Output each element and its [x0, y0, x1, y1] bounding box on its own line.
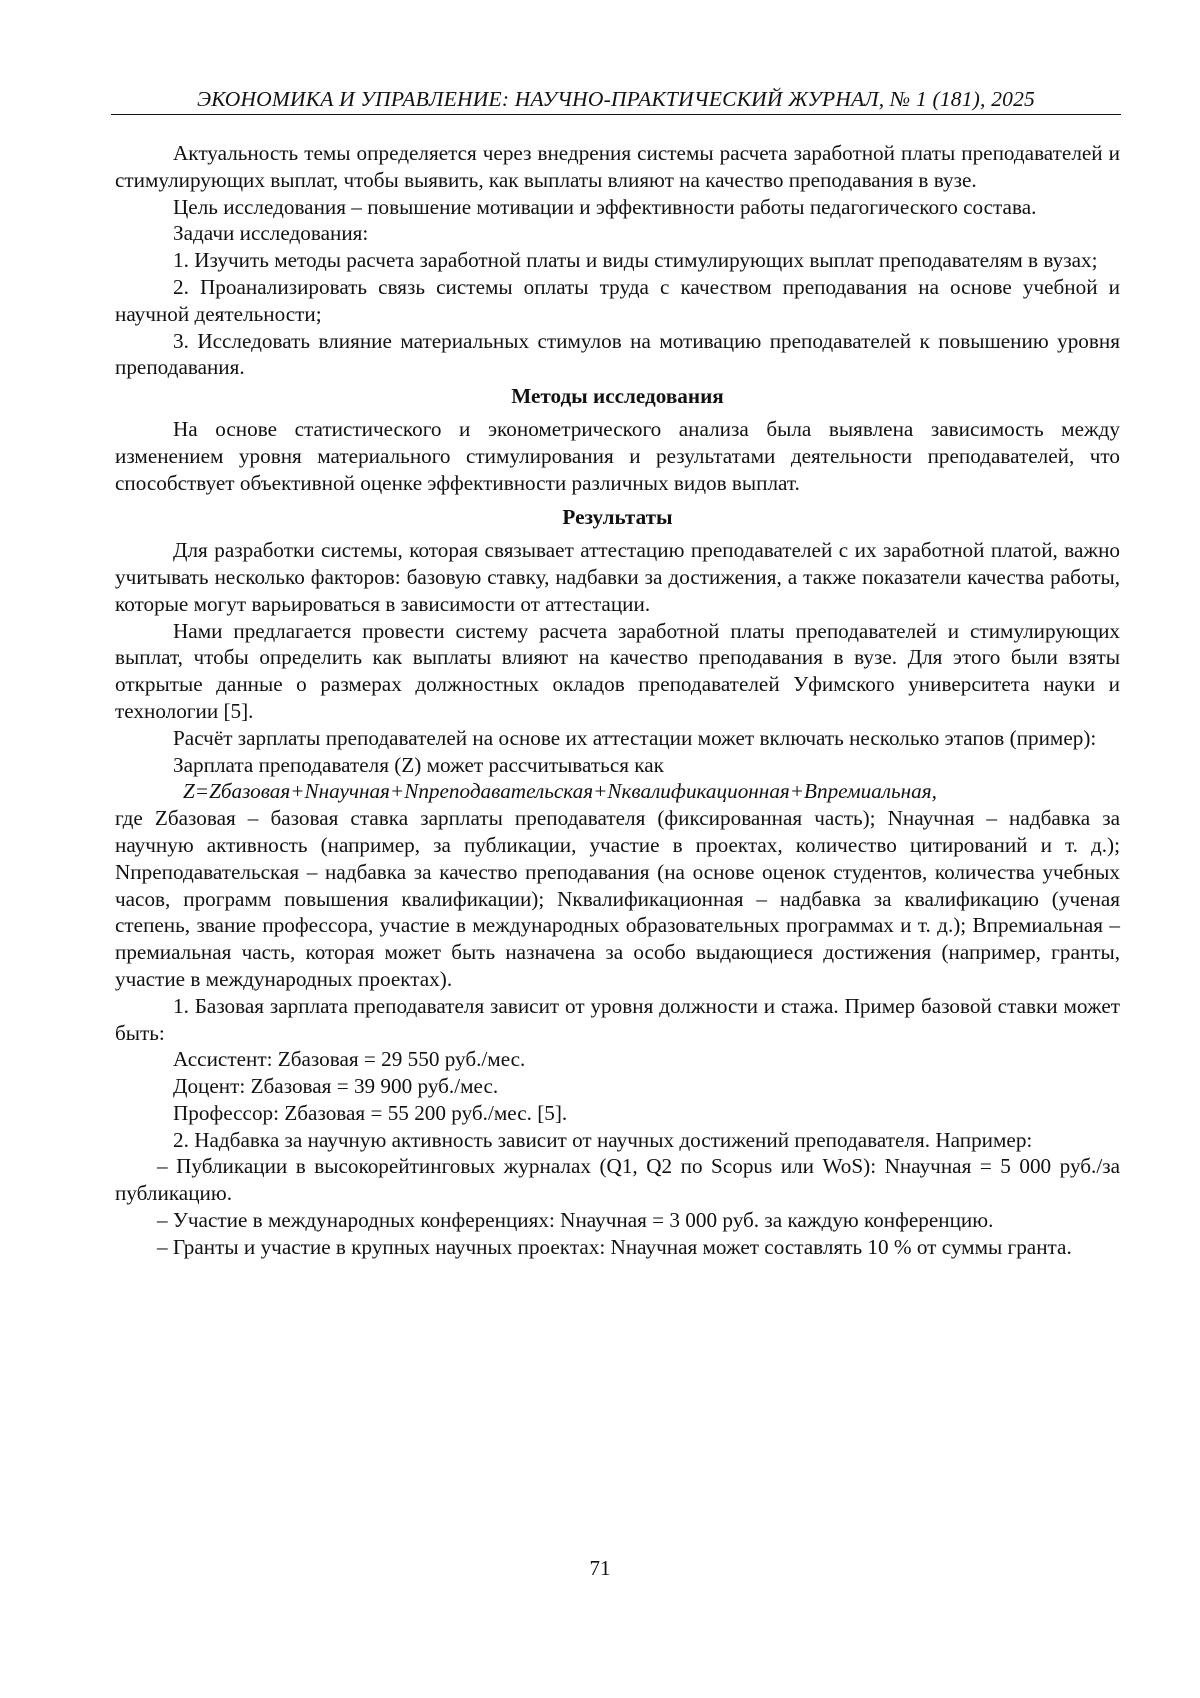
results-paragraph: Расчёт зарплаты преподавателей на основе их аттестации может включать несколько этапов (пример): — [115, 725, 1120, 752]
results-paragraph: 2. Надбавка за научную активность зависит от научных достижений преподавателя. Например: — [115, 1127, 1120, 1154]
base-rate-item: Доцент: Zбазовая = 39 900 руб./мес. — [115, 1073, 1120, 1100]
running-header: ЭКОНОМИКА И УПРАВЛЕНИЕ: НАУЧНО-ПРАКТИЧЕСКИЙ ЖУРНАЛ, № 1 (181), 2025 — [111, 86, 1121, 112]
bullet-item: – Публикации в высокорейтинговых журналах (Q1, Q2 по Scopus или WoS): Nнаучная = 5 000 руб./за публикацию. — [115, 1153, 1120, 1207]
formula-intro: Зарплата преподавателя (Z) может рассчитываться как — [115, 752, 1120, 779]
article-body — [115, 140, 1120, 1261]
methods-heading: Методы исследования — [115, 383, 1120, 410]
task-item: 2. Проанализировать связь системы оплаты труда с качеством преподавания на основе учебной и научной деятельности; — [115, 274, 1120, 328]
results-paragraph: Для разработки системы, которая связывает аттестацию преподавателей с их заработной платой, важно учитывать несколько факторов: базовую ставку, надбавки за достижения, а также показатели качества работы, которые могут варьироваться в зависимости от аттестации. — [115, 537, 1120, 617]
page-number: 71 — [0, 1556, 1200, 1581]
methods-paragraph: На основе статистического и эконометрического анализа была выявлена зависимость между изменением уровня материального стимулирования и результатами деятельности преподавателей, что способствует объективной оценке эффективности различных видов выплат. — [115, 416, 1120, 496]
salary-formula: Z=Zбазовая+Nнаучная+Nпреподавательская+Nквалификационная+Bпремиальная, — [115, 778, 1120, 805]
results-heading: Результаты — [115, 504, 1120, 531]
results-paragraph: Нами предлагается провести систему расчета заработной платы преподавателей и стимулирующих выплат, чтобы определить как выплаты влияют на качество преподавания в вузе. Для этого были взяты открытые данные о размерах должностных окладов преподавателей Уфимского университета науки и технологии [5]. — [115, 618, 1120, 725]
results-paragraph: 1. Базовая зарплата преподавателя зависит от уровня должности и стажа. Пример базовой ставки может быть: — [115, 993, 1120, 1047]
task-item: 3. Исследовать влияние материальных стимулов на мотивацию преподавателей к повышению уровня преподавания. — [115, 328, 1120, 382]
base-rate-item: Профессор: Zбазовая = 55 200 руб./мес. [5]. — [115, 1100, 1120, 1127]
header-rule — [111, 114, 1121, 115]
relevance-paragraph: Актуальность темы определяется через внедрения системы расчета заработной платы преподавателей и стимулирующих выплат, чтобы выявить, как выплаты влияют на качество преподавания в вузе. — [115, 140, 1120, 194]
base-rate-item: Ассистент: Zбазовая = 29 550 руб./мес. — [115, 1046, 1120, 1073]
journal-page — [0, 0, 1200, 1698]
bullet-item: – Участие в международных конференциях: Nнаучная = 3 000 руб. за каждую конференцию. — [115, 1207, 1120, 1234]
tasks-title: Задачи исследования: — [115, 220, 1120, 247]
formula-explanation: где Zбазовая – базовая ставка зарплаты преподавателя (фиксированная часть); Nнаучная – надбавка за научную активность (например, за публикации, участие в проектах, количество цитирований и т. д.); Nпреподавательская – надбавка за качество преподавания (на основе оценок студентов, количества учебных часов, программ повышения квалификации); Nквалификационная – надбавка за квалификацию (ученая степень, звание профессора, участие в международных образовательных программах и т. д.); Bпремиальная – премиальная часть, которая может быть назначена за особо выдающиеся достижения (например, гранты, участие в международных проектах). — [115, 805, 1120, 993]
bullet-item: – Гранты и участие в крупных научных проектах: Nнаучная может составлять 10 % от суммы гранта. — [115, 1234, 1120, 1261]
task-item: 1. Изучить методы расчета заработной платы и виды стимулирующих выплат преподавателям в вузах; — [115, 247, 1120, 274]
goal-paragraph: Цель исследования – повышение мотивации и эффективности работы педагогического состава. — [115, 194, 1120, 221]
